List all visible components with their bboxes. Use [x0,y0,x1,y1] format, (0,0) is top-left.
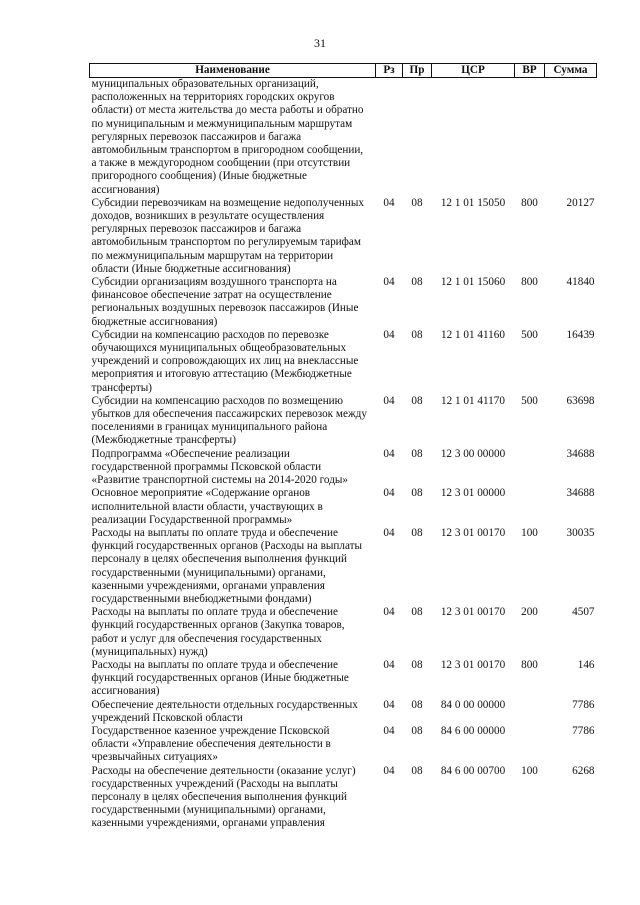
table-row [90,606,597,659]
cell-name: Основное мероприятие «Содержание органов исполнительной власти области, участвующих в реализации Государственной программы» [91,487,323,526]
cell-sum: 41840 [566,276,595,289]
cell-rz: 04 [383,394,395,407]
cell-rz: 04 [383,606,395,619]
cell-name: Расходы на выплаты по оплате труда и обеспечение функций государственных органов (Закупка товаров, работ и услуг для обеспечения государственных (муниципальных) нужд) [91,606,345,658]
cell-csr: 84 0 00 00000 [440,698,506,711]
cell-rz [376,78,403,197]
cell-csr [432,78,515,197]
cell-rz: 04 [383,526,395,539]
cell-csr: 12 3 01 00170 [440,658,506,671]
cell-csr: 12 1 01 41170 [441,394,505,407]
cell-sum [545,78,597,197]
cell-vr: 100 [521,764,538,777]
cell-name: Расходы на обеспечение деятельности (оказание услуг) государственных учреждений (Расходы на выплаты персоналу в целях обеспечения выполнения функций государственными (муниципальными) органами, казенными учреждениями, органами управления [91,764,356,830]
table-row [90,78,597,197]
cell-pr: 08 [411,276,423,289]
cell-sum: 146 [577,658,595,671]
cell-rz: 04 [383,698,395,711]
cell-csr: 84 6 00 00700 [440,764,506,777]
cell-name: Субсидии организациям воздушного транспорта на финансовое обеспечение затрат на осуществление региональных воздушных перевозок пассажиров (Иные бюджетные ассигнования) [91,276,359,328]
table-row [90,659,597,699]
cell-sum: 16439 [566,328,595,341]
header-name: Наименование [90,64,376,78]
cell-vr: 800 [521,276,538,289]
cell-sum: 34688 [566,487,595,500]
cell-csr: 12 3 00 00000 [440,447,506,460]
cell-vr [515,699,545,725]
cell-sum: 7786 [572,698,595,711]
table-row [90,448,597,488]
cell-pr: 08 [411,606,423,619]
cell-rz: 04 [383,447,395,460]
cell-name: Государственное казенное учреждение Псковской области «Управление обеспечения деятельности в чрезвычайных ситуациях» [91,724,331,764]
cell-sum: 4507 [572,606,595,619]
cell-csr: 12 3 01 00170 [440,606,506,619]
cell-pr: 08 [411,724,423,737]
cell-vr [515,448,545,488]
cell-name: Субсидии перевозчикам на возмещение недополученных доходов, возникших в результате осуществления регулярных перевозок пассажиров и багажа автомобильным транспортом по регулируемым тарифам по межмуниципальным маршрутам на территории области (Иные бюджетные ассигнования) [91,196,365,275]
cell-csr: 84 6 00 00000 [440,724,506,737]
cell-rz: 04 [383,328,395,341]
cell-pr: 08 [411,447,423,460]
cell-sum: 63698 [566,394,595,407]
cell-pr: 08 [411,526,423,539]
table-row [90,487,597,527]
table-row [90,197,597,276]
table-row [90,699,597,725]
cell-vr: 100 [521,526,538,539]
cell-csr: 12 1 01 41160 [441,328,505,341]
header-csr: ЦСР [432,64,515,78]
cell-csr: 12 3 01 00170 [440,526,506,539]
cell-vr: 200 [521,606,538,619]
cell-sum: 30035 [566,526,595,539]
cell-pr: 08 [411,764,423,777]
cell-pr: 08 [411,698,423,711]
cell-csr: 12 1 01 15060 [440,276,506,289]
header-vr: ВР [515,64,545,78]
cell-sum: 6268 [572,764,595,777]
cell-vr: 800 [521,658,538,671]
cell-name: Подпрограмма «Обеспечение реализации государственной программы Псковской области «Развитие транспортной системы на 2014-2020 годы» [91,447,348,487]
cell-vr: 800 [521,196,538,209]
table-header-row [90,64,597,78]
header-pr: Пр [403,64,432,78]
header-sum: Сумма [545,64,597,78]
cell-vr [515,487,545,527]
cell-pr: 08 [411,487,423,500]
cell-sum: 7786 [572,724,595,737]
cell-name: Субсидии на компенсацию расходов по возмещению убытков для обеспечения пассажирских перевозок между поселениями в границах муниципального района (Межбюджетные трансферты) [91,394,367,447]
cell-vr [515,725,545,765]
table-row [90,527,597,606]
cell-rz: 04 [383,658,395,671]
table-row [90,725,597,765]
cell-pr: 08 [411,196,423,209]
header-rz: Рз [376,64,403,78]
budget-table [89,63,597,831]
cell-vr: 500 [521,394,538,407]
cell-name: Субсидии на компенсацию расходов по перевозке обучающихся муниципальных общеобразовательных учреждений и сопровождающих их лиц на внеклассные мероприятия и итоговую аттестацию (Межбюджетные трансферты) [91,328,359,394]
cell-pr: 08 [411,394,423,407]
cell-pr [403,78,432,197]
page-number: 31 [314,36,326,50]
cell-rz: 04 [383,276,395,289]
cell-rz: 04 [383,724,395,737]
table-row [90,765,597,831]
cell-name: муниципальных образовательных организаций, расположенных на территориях городских округов области) от места жительства до места работы и обратно по муниципальным и межмуниципальным маршрутам регулярных перевозок пассажиров и багажа автомобильным транспортом в пригородном сообщении, а также в междугородном сообщении (при отсутствии пригородного сообщения) (Иные бюджетные ассигнования) [91,78,364,196]
cell-name: Расходы на выплаты по оплате труда и обеспечение функций государственных органов (Расходы на выплаты персоналу в целях обеспечения выполнения функций государственными (муниципальными) органами, казенными учреждениями, органами управления государственными внебюджетными фондами) [91,526,363,605]
cell-vr [515,78,545,197]
cell-sum: 34688 [566,447,595,460]
cell-pr: 08 [411,658,423,671]
cell-csr: 12 1 01 15050 [440,196,506,209]
cell-name: Расходы на выплаты по оплате труда и обеспечение функций государственных органов (Иные бюджетные ассигнования) [91,658,349,698]
table-row [90,329,597,395]
cell-vr: 500 [521,328,538,341]
cell-rz: 04 [383,196,395,209]
cell-pr: 08 [411,328,423,341]
cell-rz: 04 [383,764,395,777]
cell-name: Обеспечение деятельности отдельных государственных учреждений Псковской области [91,698,358,724]
cell-csr: 12 3 01 00000 [440,487,506,500]
cell-sum: 20127 [566,196,595,209]
table-row [90,395,597,448]
table-row [90,276,597,329]
cell-rz: 04 [383,487,395,500]
